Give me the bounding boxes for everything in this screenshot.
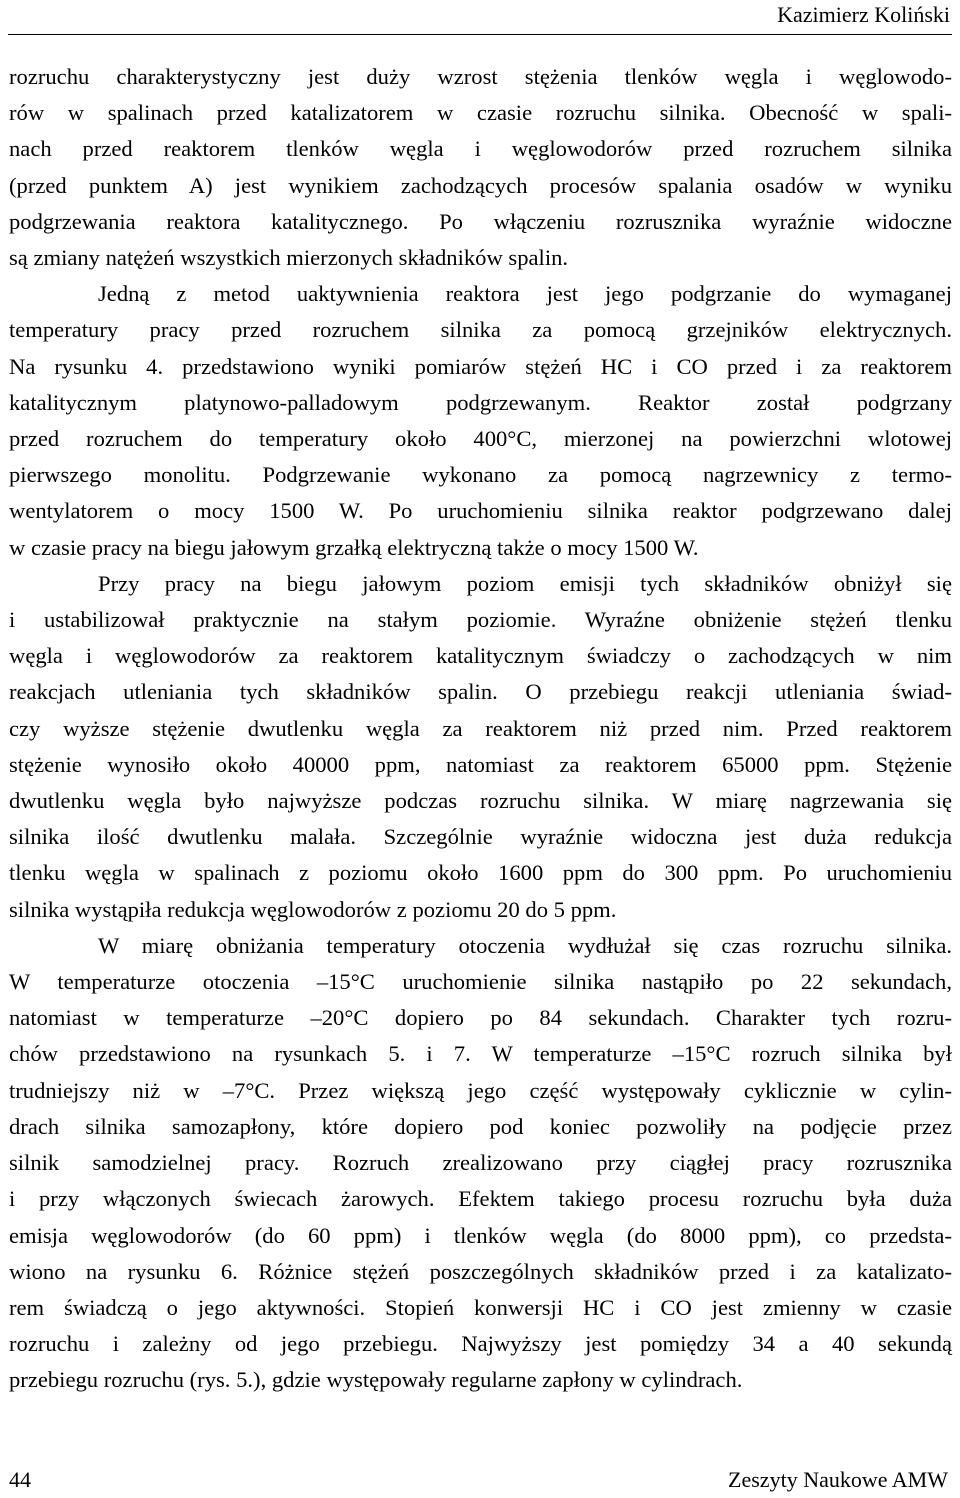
text-line: rem świadczą o jego aktywności. Stopień konwersji HC i CO jest zmienny w czasie [9, 1294, 952, 1320]
text-line: reakcjach utleniania tych składników spalin. O przebiegu reakcji utleniania świad- [9, 679, 952, 705]
journal-name: Zeszyty Naukowe AMW [728, 1467, 948, 1492]
page-number: 44 [9, 1467, 31, 1492]
text-line: wiono na rysunku 6. Różnice stężeń poszczególnych składników przed i za katalizato- [9, 1258, 952, 1284]
text-line: Na rysunku 4. przedstawiono wyniki pomiarów stężeń HC i CO przed i za reaktorem [9, 353, 952, 379]
header-divider [8, 34, 952, 35]
text-line: Przy pracy na biegu jałowym poziom emisji tych składników obniżył się [98, 570, 952, 596]
text-line: rów w spalinach przed katalizatorem w czasie rozruchu silnika. Obecność w spali- [9, 100, 952, 126]
text-line: tlenku węgla w spalinach z poziomu około 1600 ppm do 300 ppm. Po uruchomieniu [9, 860, 952, 886]
text-line: węgla i węglowodorów za reaktorem katalitycznym świadczy o zachodzących w nim [9, 643, 952, 669]
text-line: silnika wystąpiła redukcja węglowodorów z poziomu 20 do 5 ppm. [9, 896, 617, 922]
text-line: podgrzewania reaktora katalitycznego. Po włączeniu rozrusznika wyraźnie widoczne [9, 208, 952, 234]
text-line: drach silnika samozapłony, które dopiero pod koniec pozwoliły na podjęcie przez [9, 1113, 952, 1139]
text-line: pierwszego monolitu. Podgrzewanie wykonano za pomocą nagrzewnicy z termo- [9, 462, 952, 488]
running-header-author: Kazimierz Koliński [777, 2, 950, 27]
text-line: przed rozruchem do temperatury około 400°C, mierzonej na powierzchni wlotowej [9, 426, 952, 452]
text-line: W temperaturze otoczenia –15°C uruchomienie silnika nastąpiło po 22 sekundach, [9, 969, 952, 995]
text-line: silnik samodzielnej pracy. Rozruch zrealizowano przy ciągłej pracy rozrusznika [9, 1150, 952, 1176]
body-text [9, 59, 952, 1399]
paragraph [9, 566, 952, 928]
text-line: chów przedstawiono na rysunkach 5. i 7. W temperaturze –15°C rozruch silnika był [9, 1041, 952, 1067]
paragraph [9, 276, 952, 566]
text-line: przebiegu rozruchu (rys. 5.), gdzie występowały regularne zapłony w cylindrach. [9, 1367, 743, 1393]
text-line: są zmiany natężeń wszystkich mierzonych składników spalin. [9, 245, 569, 271]
text-line: emisja węglowodorów (do 60 ppm) i tlenków węgla (do 8000 ppm), co przedsta- [9, 1222, 952, 1248]
text-line: rozruchu charakterystyczny jest duży wzrost stężenia tlenków węgla i węglowodo- [9, 64, 952, 89]
paragraph [9, 928, 952, 1399]
text-line: nach przed reaktorem tlenków węgla i węglowodorów przed rozruchem silnika [9, 136, 952, 162]
text-line: trudniejszy niż w –7°C. Przez większą jego część występowały cyklicznie w cylin- [9, 1077, 952, 1103]
text-line: w czasie pracy na biegu jałowym grzałką elektryczną także o mocy 1500 W. [9, 534, 699, 560]
text-line: temperatury pracy przed rozruchem silnika za pomocą grzejników elektrycznych. [9, 317, 952, 343]
text-line: silnika ilość dwutlenku malała. Szczególnie wyraźnie widoczna jest duża redukcja [9, 824, 952, 850]
text-line: (przed punktem A) jest wynikiem zachodzących procesów spalania osadów w wyniku [9, 172, 952, 198]
text-line: i ustabilizował praktycznie na stałym poziomie. Wyraźne obniżenie stężeń tlenku [9, 607, 952, 633]
text-line: wentylatorem o mocy 1500 W. Po uruchomieniu silnika reaktor podgrzewano dalej [9, 498, 952, 524]
text-line: rozruchu i zależny od jego przebiegu. Najwyższy jest pomiędzy 34 a 40 sekundą [9, 1331, 952, 1357]
text-line: dwutlenku węgla było najwyższe podczas rozruchu silnika. W miarę nagrzewania się [9, 788, 952, 814]
text-line: czy wyższe stężenie dwutlenku węgla za reaktorem niż przed nim. Przed reaktorem [9, 715, 952, 741]
text-line: i przy włączonych świecach żarowych. Efektem takiego procesu rozruchu była duża [9, 1186, 952, 1212]
text-line: natomiast w temperaturze –20°C dopiero po 84 sekundach. Charakter tych rozru- [9, 1005, 952, 1031]
text-line: W miarę obniżania temperatury otoczenia wydłużał się czas rozruchu silnika. [98, 932, 952, 958]
text-line: Jedną z metod uaktywnienia reaktora jest jego podgrzanie do wymaganej [98, 281, 952, 307]
text-line: stężenie wynosiło około 40000 ppm, natomiast za reaktorem 65000 ppm. Stężenie [9, 751, 952, 777]
text-line: katalitycznym platynowo-palladowym podgrzewanym. Reaktor został podgrzany [9, 389, 952, 415]
paragraph [9, 59, 952, 276]
